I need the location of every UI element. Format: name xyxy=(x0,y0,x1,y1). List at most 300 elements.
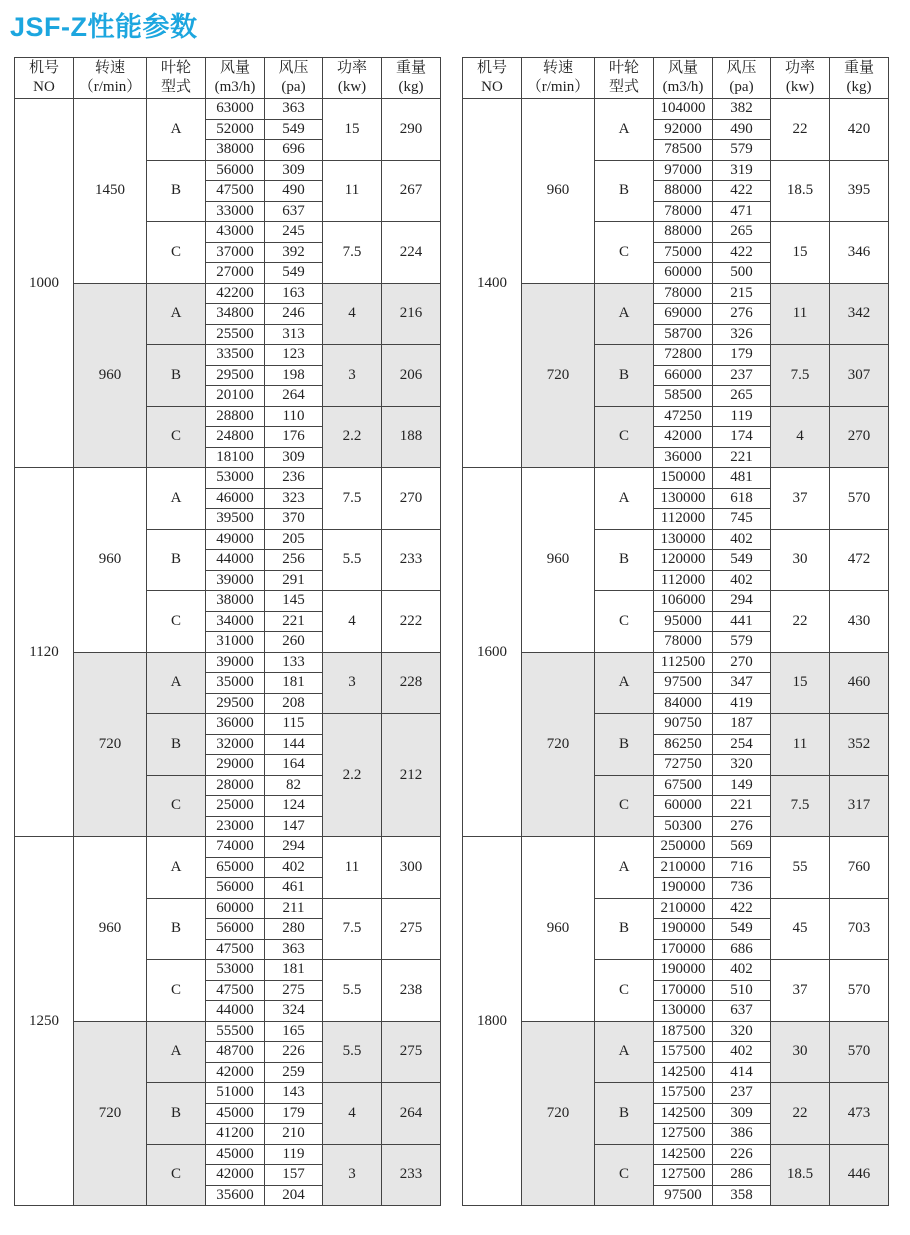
air-flow-cell: 56000 xyxy=(206,160,265,181)
power-cell: 3 xyxy=(323,652,382,714)
pressure-cell: 204 xyxy=(265,1185,323,1206)
pressure-cell: 323 xyxy=(265,488,323,509)
machine-no-cell: 1000 xyxy=(15,99,74,468)
power-cell: 18.5 xyxy=(771,1144,830,1206)
impeller-type-cell: B xyxy=(147,898,206,960)
power-cell: 30 xyxy=(771,1021,830,1083)
pressure-cell: 319 xyxy=(713,160,771,181)
pressure-cell: 309 xyxy=(265,447,323,468)
impeller-type-cell: A xyxy=(147,283,206,345)
pressure-cell: 226 xyxy=(713,1144,771,1165)
air-flow-cell: 63000 xyxy=(206,99,265,120)
power-cell: 37 xyxy=(771,468,830,530)
pressure-cell: 291 xyxy=(265,570,323,591)
air-flow-cell: 42000 xyxy=(654,427,713,448)
pressure-cell: 259 xyxy=(265,1062,323,1083)
impeller-type-cell: B xyxy=(595,160,654,222)
header-weight: 重量 (kg) xyxy=(382,58,441,99)
air-flow-cell: 84000 xyxy=(654,693,713,714)
air-flow-cell: 69000 xyxy=(654,304,713,325)
power-cell: 4 xyxy=(323,591,382,653)
air-flow-cell: 106000 xyxy=(654,591,713,612)
speed-cell: 960 xyxy=(74,283,147,468)
pressure-cell: 110 xyxy=(265,406,323,427)
pressure-cell: 123 xyxy=(265,345,323,366)
air-flow-cell: 90750 xyxy=(654,714,713,735)
speed-cell: 720 xyxy=(74,1021,147,1206)
power-cell: 2.2 xyxy=(323,714,382,837)
pressure-cell: 461 xyxy=(265,878,323,899)
pressure-cell: 309 xyxy=(713,1103,771,1124)
air-flow-cell: 88000 xyxy=(654,222,713,243)
pressure-cell: 270 xyxy=(713,652,771,673)
air-flow-cell: 250000 xyxy=(654,837,713,858)
power-cell: 7.5 xyxy=(771,345,830,407)
air-flow-cell: 86250 xyxy=(654,734,713,755)
pressure-cell: 208 xyxy=(265,693,323,714)
air-flow-cell: 48700 xyxy=(206,1042,265,1063)
air-flow-cell: 31000 xyxy=(206,632,265,653)
pressure-cell: 275 xyxy=(265,980,323,1001)
pressure-cell: 226 xyxy=(265,1042,323,1063)
weight-cell: 290 xyxy=(382,99,441,161)
air-flow-cell: 120000 xyxy=(654,550,713,571)
pressure-cell: 221 xyxy=(265,611,323,632)
pressure-cell: 176 xyxy=(265,427,323,448)
header-row xyxy=(15,58,441,99)
speed-cell: 960 xyxy=(522,468,595,653)
weight-cell: 270 xyxy=(830,406,889,468)
air-flow-cell: 130000 xyxy=(654,1001,713,1022)
air-flow-cell: 33000 xyxy=(206,201,265,222)
machine-no-cell: 1400 xyxy=(463,99,522,468)
speed-cell: 1450 xyxy=(74,99,147,284)
header-speed: 转速 （r/min） xyxy=(74,58,147,99)
pressure-cell: 115 xyxy=(265,714,323,735)
table-row xyxy=(463,468,889,489)
impeller-type-cell: A xyxy=(595,468,654,530)
air-flow-cell: 38000 xyxy=(206,591,265,612)
pressure-cell: 276 xyxy=(713,816,771,837)
weight-cell: 188 xyxy=(382,406,441,468)
pressure-cell: 294 xyxy=(265,837,323,858)
air-flow-cell: 112500 xyxy=(654,652,713,673)
impeller-type-cell: A xyxy=(147,837,206,899)
pressure-cell: 181 xyxy=(265,960,323,981)
weight-cell: 472 xyxy=(830,529,889,591)
pressure-cell: 549 xyxy=(713,919,771,940)
air-flow-cell: 75000 xyxy=(654,242,713,263)
air-flow-cell: 97000 xyxy=(654,160,713,181)
pressure-cell: 422 xyxy=(713,181,771,202)
air-flow-cell: 78000 xyxy=(654,201,713,222)
pressure-cell: 237 xyxy=(713,1083,771,1104)
pressure-cell: 313 xyxy=(265,324,323,345)
header-speed: 转速 （r/min） xyxy=(522,58,595,99)
pressure-cell: 187 xyxy=(713,714,771,735)
impeller-type-cell: B xyxy=(147,160,206,222)
power-cell: 3 xyxy=(323,1144,382,1206)
air-flow-cell: 53000 xyxy=(206,960,265,981)
weight-cell: 206 xyxy=(382,345,441,407)
pressure-cell: 326 xyxy=(713,324,771,345)
pressure-cell: 363 xyxy=(265,99,323,120)
air-flow-cell: 25500 xyxy=(206,324,265,345)
impeller-type-cell: A xyxy=(595,652,654,714)
pressure-cell: 179 xyxy=(713,345,771,366)
air-flow-cell: 142500 xyxy=(654,1062,713,1083)
pressure-cell: 133 xyxy=(265,652,323,673)
pressure-cell: 309 xyxy=(265,160,323,181)
air-flow-cell: 60000 xyxy=(654,263,713,284)
air-flow-cell: 78500 xyxy=(654,140,713,161)
pressure-cell: 265 xyxy=(713,386,771,407)
header-power: 功率 (kw) xyxy=(771,58,830,99)
pressure-cell: 198 xyxy=(265,365,323,386)
table-row xyxy=(463,1021,889,1042)
air-flow-cell: 55500 xyxy=(206,1021,265,1042)
weight-cell: 300 xyxy=(382,837,441,899)
air-flow-cell: 39000 xyxy=(206,652,265,673)
pressure-cell: 510 xyxy=(713,980,771,1001)
air-flow-cell: 28800 xyxy=(206,406,265,427)
air-flow-cell: 18100 xyxy=(206,447,265,468)
air-flow-cell: 47500 xyxy=(206,939,265,960)
power-cell: 11 xyxy=(323,160,382,222)
air-flow-cell: 56000 xyxy=(206,919,265,940)
impeller-type-cell: A xyxy=(147,468,206,530)
pressure-cell: 363 xyxy=(265,939,323,960)
power-cell: 11 xyxy=(323,837,382,899)
impeller-type-cell: A xyxy=(147,652,206,714)
pressure-cell: 237 xyxy=(713,365,771,386)
air-flow-cell: 58700 xyxy=(654,324,713,345)
power-cell: 22 xyxy=(771,99,830,161)
air-flow-cell: 190000 xyxy=(654,878,713,899)
pressure-cell: 347 xyxy=(713,673,771,694)
impeller-type-cell: C xyxy=(595,775,654,837)
header-air-flow: 风量 (m3/h) xyxy=(206,58,265,99)
weight-cell: 216 xyxy=(382,283,441,345)
pressure-cell: 215 xyxy=(713,283,771,304)
table-row xyxy=(463,283,889,304)
air-flow-cell: 37000 xyxy=(206,242,265,263)
pressure-cell: 402 xyxy=(713,1042,771,1063)
pressure-cell: 210 xyxy=(265,1124,323,1145)
impeller-type-cell: C xyxy=(595,222,654,284)
weight-cell: 233 xyxy=(382,529,441,591)
weight-cell: 570 xyxy=(830,1021,889,1083)
weight-cell: 446 xyxy=(830,1144,889,1206)
weight-cell: 570 xyxy=(830,960,889,1022)
power-cell: 45 xyxy=(771,898,830,960)
air-flow-cell: 45000 xyxy=(206,1144,265,1165)
impeller-type-cell: C xyxy=(147,960,206,1022)
weight-cell: 395 xyxy=(830,160,889,222)
pressure-cell: 696 xyxy=(265,140,323,161)
air-flow-cell: 35600 xyxy=(206,1185,265,1206)
air-flow-cell: 150000 xyxy=(654,468,713,489)
table-row xyxy=(15,1021,441,1042)
pressure-cell: 490 xyxy=(265,181,323,202)
air-flow-cell: 74000 xyxy=(206,837,265,858)
impeller-type-cell: C xyxy=(595,591,654,653)
pressure-cell: 254 xyxy=(713,734,771,755)
spec-table-body xyxy=(463,99,889,1206)
pressure-cell: 276 xyxy=(713,304,771,325)
weight-cell: 307 xyxy=(830,345,889,407)
impeller-type-cell: C xyxy=(147,406,206,468)
impeller-type-cell: B xyxy=(147,1083,206,1145)
pressure-cell: 382 xyxy=(713,99,771,120)
power-cell: 15 xyxy=(323,99,382,161)
power-cell: 7.5 xyxy=(323,898,382,960)
power-cell: 4 xyxy=(323,283,382,345)
weight-cell: 270 xyxy=(382,468,441,530)
impeller-type-cell: B xyxy=(147,345,206,407)
impeller-type-cell: B xyxy=(595,345,654,407)
weight-cell: 430 xyxy=(830,591,889,653)
pressure-cell: 320 xyxy=(713,1021,771,1042)
impeller-type-cell: C xyxy=(147,222,206,284)
air-flow-cell: 72750 xyxy=(654,755,713,776)
power-cell: 3 xyxy=(323,345,382,407)
air-flow-cell: 60000 xyxy=(206,898,265,919)
impeller-type-cell: C xyxy=(595,1144,654,1206)
header-machine-no: 机号 NO xyxy=(463,58,522,99)
power-cell: 22 xyxy=(771,1083,830,1145)
table-row xyxy=(15,99,441,120)
header-impeller-type: 叶轮 型式 xyxy=(595,58,654,99)
air-flow-cell: 23000 xyxy=(206,816,265,837)
air-flow-cell: 92000 xyxy=(654,119,713,140)
air-flow-cell: 34000 xyxy=(206,611,265,632)
air-flow-cell: 52000 xyxy=(206,119,265,140)
pressure-cell: 145 xyxy=(265,591,323,612)
air-flow-cell: 66000 xyxy=(654,365,713,386)
air-flow-cell: 60000 xyxy=(654,796,713,817)
header-pressure: 风压 (pa) xyxy=(265,58,323,99)
impeller-type-cell: B xyxy=(147,714,206,776)
weight-cell: 420 xyxy=(830,99,889,161)
header-impeller-type: 叶轮 型式 xyxy=(147,58,206,99)
pressure-cell: 441 xyxy=(713,611,771,632)
pressure-cell: 211 xyxy=(265,898,323,919)
speed-cell: 720 xyxy=(522,283,595,468)
weight-cell: 224 xyxy=(382,222,441,284)
pressure-cell: 324 xyxy=(265,1001,323,1022)
pressure-cell: 143 xyxy=(265,1083,323,1104)
machine-no-cell: 1600 xyxy=(463,468,522,837)
weight-cell: 460 xyxy=(830,652,889,714)
pressure-cell: 471 xyxy=(713,201,771,222)
header-power: 功率 (kw) xyxy=(323,58,382,99)
air-flow-cell: 170000 xyxy=(654,939,713,960)
air-flow-cell: 24800 xyxy=(206,427,265,448)
pressure-cell: 422 xyxy=(713,242,771,263)
table-row xyxy=(463,837,889,858)
pressure-cell: 549 xyxy=(265,119,323,140)
pressure-cell: 579 xyxy=(713,632,771,653)
pressure-cell: 246 xyxy=(265,304,323,325)
air-flow-cell: 53000 xyxy=(206,468,265,489)
air-flow-cell: 78000 xyxy=(654,632,713,653)
pressure-cell: 181 xyxy=(265,673,323,694)
air-flow-cell: 97500 xyxy=(654,673,713,694)
pressure-cell: 286 xyxy=(713,1165,771,1186)
air-flow-cell: 29500 xyxy=(206,693,265,714)
air-flow-cell: 210000 xyxy=(654,857,713,878)
air-flow-cell: 130000 xyxy=(654,529,713,550)
weight-cell: 473 xyxy=(830,1083,889,1145)
air-flow-cell: 127500 xyxy=(654,1165,713,1186)
spec-table-body xyxy=(15,99,441,1206)
weight-cell: 317 xyxy=(830,775,889,837)
pressure-cell: 414 xyxy=(713,1062,771,1083)
air-flow-cell: 32000 xyxy=(206,734,265,755)
table-row xyxy=(15,837,441,858)
air-flow-cell: 72800 xyxy=(654,345,713,366)
pressure-cell: 256 xyxy=(265,550,323,571)
speed-cell: 960 xyxy=(522,99,595,284)
pressure-cell: 119 xyxy=(265,1144,323,1165)
impeller-type-cell: B xyxy=(595,529,654,591)
power-cell: 11 xyxy=(771,714,830,776)
impeller-type-cell: A xyxy=(595,837,654,899)
weight-cell: 233 xyxy=(382,1144,441,1206)
header-machine-no: 机号 NO xyxy=(15,58,74,99)
pressure-cell: 569 xyxy=(713,837,771,858)
air-flow-cell: 20100 xyxy=(206,386,265,407)
pressure-cell: 280 xyxy=(265,919,323,940)
header-pressure: 风压 (pa) xyxy=(713,58,771,99)
pressure-cell: 386 xyxy=(713,1124,771,1145)
impeller-type-cell: A xyxy=(147,1021,206,1083)
page-title: JSF-Z性能参数 xyxy=(10,12,198,42)
air-flow-cell: 142500 xyxy=(654,1103,713,1124)
air-flow-cell: 35000 xyxy=(206,673,265,694)
air-flow-cell: 49000 xyxy=(206,529,265,550)
air-flow-cell: 47500 xyxy=(206,181,265,202)
pressure-cell: 119 xyxy=(713,406,771,427)
power-cell: 5.5 xyxy=(323,960,382,1022)
air-flow-cell: 65000 xyxy=(206,857,265,878)
air-flow-cell: 104000 xyxy=(654,99,713,120)
speed-cell: 960 xyxy=(74,837,147,1022)
air-flow-cell: 187500 xyxy=(654,1021,713,1042)
power-cell: 55 xyxy=(771,837,830,899)
impeller-type-cell: B xyxy=(595,714,654,776)
power-cell: 30 xyxy=(771,529,830,591)
air-flow-cell: 112000 xyxy=(654,509,713,530)
pressure-cell: 165 xyxy=(265,1021,323,1042)
air-flow-cell: 130000 xyxy=(654,488,713,509)
power-cell: 18.5 xyxy=(771,160,830,222)
pressure-cell: 157 xyxy=(265,1165,323,1186)
air-flow-cell: 190000 xyxy=(654,960,713,981)
table-row xyxy=(463,652,889,673)
pressure-cell: 419 xyxy=(713,693,771,714)
pressure-cell: 637 xyxy=(265,201,323,222)
impeller-type-cell: C xyxy=(595,960,654,1022)
air-flow-cell: 157500 xyxy=(654,1042,713,1063)
pressure-cell: 245 xyxy=(265,222,323,243)
pressure-cell: 294 xyxy=(713,591,771,612)
weight-cell: 238 xyxy=(382,960,441,1022)
air-flow-cell: 112000 xyxy=(654,570,713,591)
impeller-type-cell: B xyxy=(595,898,654,960)
pressure-cell: 147 xyxy=(265,816,323,837)
air-flow-cell: 88000 xyxy=(654,181,713,202)
weight-cell: 275 xyxy=(382,1021,441,1083)
power-cell: 7.5 xyxy=(771,775,830,837)
pressure-cell: 179 xyxy=(265,1103,323,1124)
power-cell: 7.5 xyxy=(323,222,382,284)
impeller-type-cell: A xyxy=(595,99,654,161)
power-cell: 15 xyxy=(771,652,830,714)
weight-cell: 760 xyxy=(830,837,889,899)
weight-cell: 703 xyxy=(830,898,889,960)
impeller-type-cell: A xyxy=(595,1021,654,1083)
weight-cell: 352 xyxy=(830,714,889,776)
pressure-cell: 490 xyxy=(713,119,771,140)
spec-table-left xyxy=(14,57,441,1206)
pressure-cell: 144 xyxy=(265,734,323,755)
table-row xyxy=(15,283,441,304)
air-flow-cell: 41200 xyxy=(206,1124,265,1145)
impeller-type-cell: B xyxy=(147,529,206,591)
pressure-cell: 163 xyxy=(265,283,323,304)
air-flow-cell: 39500 xyxy=(206,509,265,530)
air-flow-cell: 127500 xyxy=(654,1124,713,1145)
impeller-type-cell: C xyxy=(595,406,654,468)
air-flow-cell: 67500 xyxy=(654,775,713,796)
pressure-cell: 402 xyxy=(713,570,771,591)
pressure-cell: 637 xyxy=(713,1001,771,1022)
impeller-type-cell: A xyxy=(595,283,654,345)
power-cell: 15 xyxy=(771,222,830,284)
pressure-cell: 320 xyxy=(713,755,771,776)
pressure-cell: 358 xyxy=(713,1185,771,1206)
air-flow-cell: 44000 xyxy=(206,1001,265,1022)
power-cell: 2.2 xyxy=(323,406,382,468)
table-row xyxy=(15,652,441,673)
air-flow-cell: 47250 xyxy=(654,406,713,427)
air-flow-cell: 36000 xyxy=(654,447,713,468)
header-row xyxy=(463,58,889,99)
power-cell: 4 xyxy=(323,1083,382,1145)
air-flow-cell: 39000 xyxy=(206,570,265,591)
air-flow-cell: 27000 xyxy=(206,263,265,284)
air-flow-cell: 34800 xyxy=(206,304,265,325)
pressure-cell: 716 xyxy=(713,857,771,878)
weight-cell: 342 xyxy=(830,283,889,345)
weight-cell: 267 xyxy=(382,160,441,222)
pressure-cell: 236 xyxy=(265,468,323,489)
air-flow-cell: 33500 xyxy=(206,345,265,366)
impeller-type-cell: C xyxy=(147,775,206,837)
speed-cell: 720 xyxy=(74,652,147,837)
pressure-cell: 82 xyxy=(265,775,323,796)
speed-cell: 960 xyxy=(74,468,147,653)
air-flow-cell: 78000 xyxy=(654,283,713,304)
pressure-cell: 402 xyxy=(713,529,771,550)
air-flow-cell: 170000 xyxy=(654,980,713,1001)
air-flow-cell: 45000 xyxy=(206,1103,265,1124)
pressure-cell: 618 xyxy=(713,488,771,509)
air-flow-cell: 42200 xyxy=(206,283,265,304)
table-row xyxy=(15,468,441,489)
